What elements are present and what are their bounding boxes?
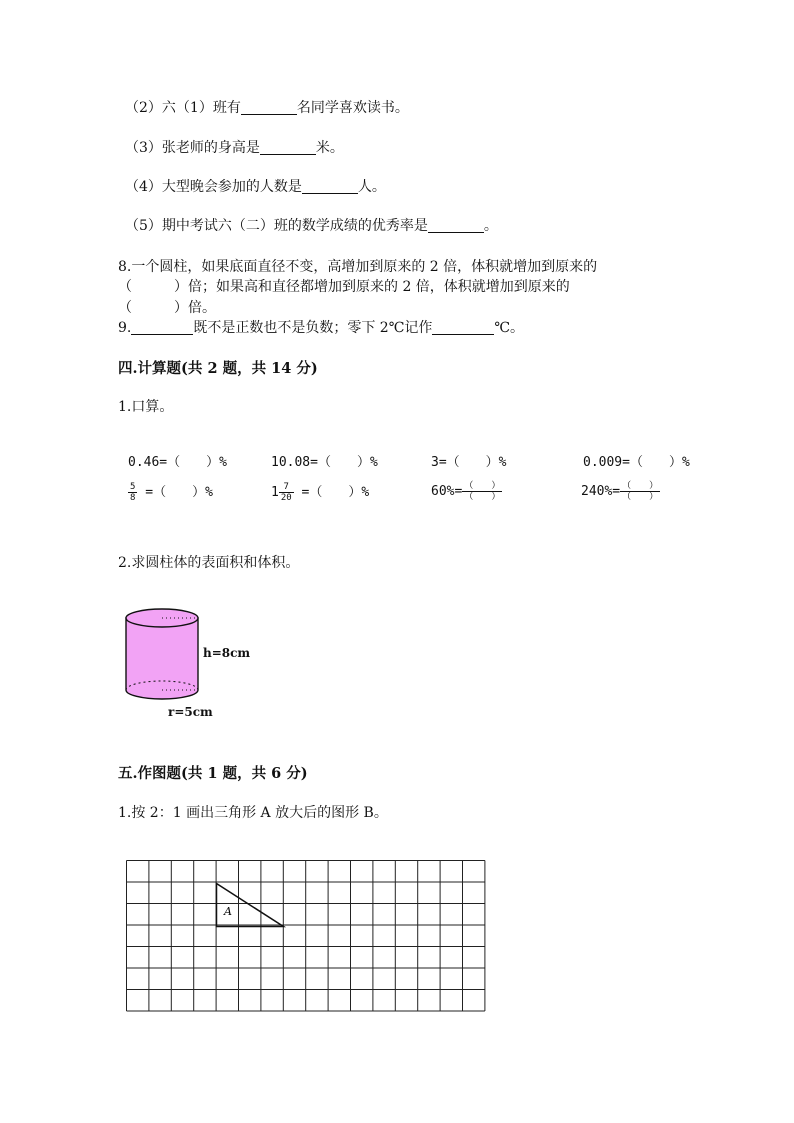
answer-blank[interactable]	[241, 100, 297, 115]
fraction: $\frac{5}{8}$	[130, 482, 136, 503]
item-text: 人。	[357, 179, 386, 195]
question-item-5	[125, 215, 498, 235]
answer-blank[interactable]	[428, 218, 484, 233]
question-item-3	[125, 137, 344, 157]
calc-item-percent-to-fraction: 60%= $\frac{( )}{( )}$	[431, 481, 501, 502]
fraction: $\frac{7}{20}$	[280, 482, 292, 503]
calc-item-percent-to-fraction: 240%= $\frac{( )}{( )}$	[581, 481, 659, 502]
cylinder-height-label: h=8cm	[203, 646, 251, 660]
calc-item: 0.46=（ ）%	[128, 455, 227, 470]
item-number: 9.	[118, 320, 132, 336]
subquestion-1-title: 1.口算。	[118, 399, 174, 415]
item-text: （5）期中考试六（二）班的数学成绩的优秀率是	[125, 218, 428, 234]
cylinder-figure	[118, 605, 258, 720]
answer-blank[interactable]	[432, 320, 494, 335]
calc-item-fraction: $\frac{5}{8}$ =（ ）%	[130, 482, 213, 503]
question-8-line-2: （ ）倍；如果高和直径都增加到原来的 2 倍，体积就增加到原来的	[118, 279, 570, 295]
calc-item-mixed-number: 1 $\frac{7}{20}$ =（ ）%	[271, 482, 370, 503]
calc-item: 0.009=（ ）%	[583, 455, 690, 470]
drawing-grid[interactable]	[126, 860, 490, 1014]
fraction: $\frac{( )}{( )}$	[622, 481, 659, 502]
fraction: $\frac{( )}{( )}$	[464, 481, 501, 502]
question-8-line-1: 8.一个圆柱，如果底面直径不变，高增加到原来的 2 倍，体积就增加到原来的	[118, 259, 598, 275]
item-text: 。	[483, 218, 498, 234]
question-item-2	[125, 97, 409, 117]
subquestion-2-title: 2.求圆柱体的表面积和体积。	[118, 555, 300, 571]
item-text: （4）大型晚会参加的人数是	[125, 179, 302, 195]
calc-item: 10.08=（ ）%	[271, 455, 378, 470]
calc-item: 3=（ ）%	[431, 455, 507, 470]
item-text: 米。	[315, 140, 344, 156]
item-text: （3）张老师的身高是	[125, 140, 260, 156]
cylinder-radius-label: r=5cm	[168, 705, 213, 719]
triangle-a-label: A	[224, 905, 232, 918]
grid-lines	[127, 861, 485, 1012]
question-item-4	[125, 176, 386, 196]
section-4-heading: 四.计算题(共 2 题，共 14 分)	[118, 360, 318, 377]
answer-blank[interactable]	[302, 179, 358, 194]
question-8-line-3: （ ）倍。	[118, 300, 216, 316]
answer-blank[interactable]	[260, 140, 316, 155]
answer-blank[interactable]	[131, 320, 193, 335]
subquestion-1-title: 1.按 2：1 画出三角形 A 放大后的图形 B。	[118, 805, 388, 821]
item-text: （2）六（1）班有	[125, 100, 241, 116]
item-text: ℃。	[494, 320, 525, 336]
cylinder-body	[126, 618, 198, 699]
question-9	[118, 317, 524, 337]
item-text: 名同学喜欢读书。	[296, 100, 409, 116]
section-5-heading: 五.作图题(共 1 题，共 6 分)	[118, 765, 308, 782]
item-text: 既不是正数也不是负数；零下 2℃记作	[193, 320, 433, 336]
